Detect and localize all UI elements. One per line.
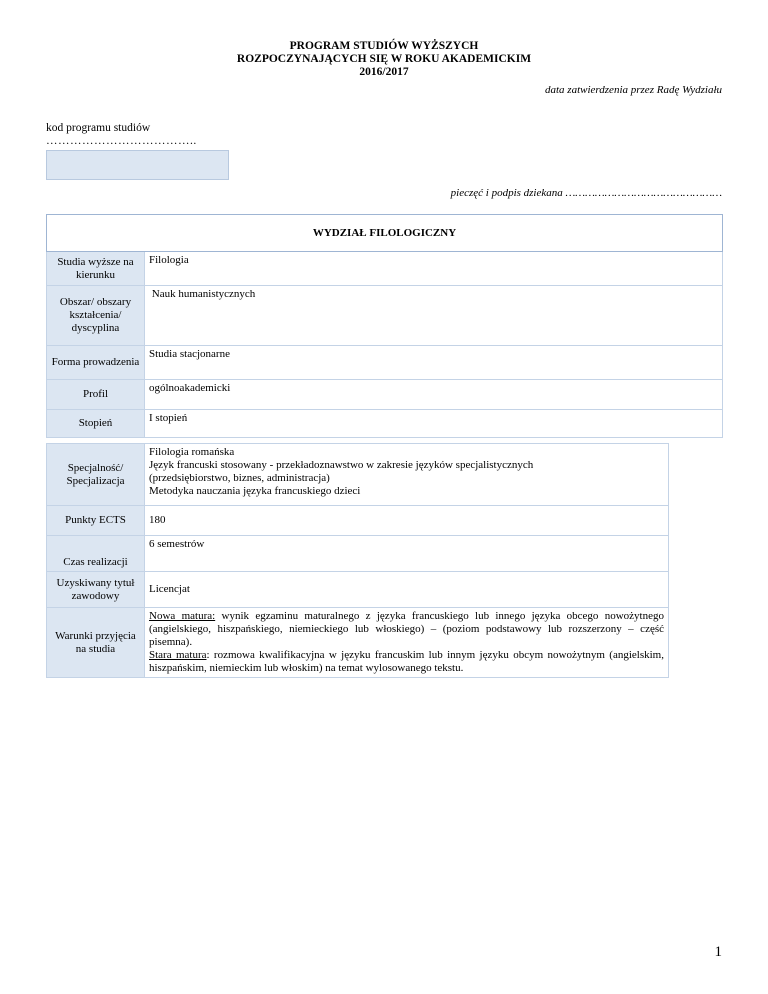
program-details-table	[46, 443, 669, 678]
degree-level-value: I stopień	[145, 410, 723, 438]
program-code-box	[46, 150, 229, 180]
title-line-3: 2016/2017	[359, 66, 409, 78]
area-value: Nauk humanistycznych	[145, 286, 723, 346]
specialization-line: Metodyka nauczania języka francuskiego dzieci	[149, 485, 361, 497]
ects-label: Punkty ECTS	[47, 506, 145, 536]
dean-signature-line: pieczęć i podpis dziekana …………………………………………	[450, 187, 722, 199]
title-line-1: PROGRAM STUDIÓW WYŻSZYCH	[289, 40, 479, 52]
admission-label: Warunki przyjęcia na studia	[47, 608, 145, 678]
page-number: 1	[714, 944, 722, 960]
form-label: Forma prowadzenia	[47, 346, 145, 380]
new-matura-text: wynik egzaminu maturalnego z języka francuskiego lub innego języka obcego nowożytnego (angielskiego, hiszpańskiego, niemieckiego lub włoskiego) – (poziom podstawowy lub rozszerzony – część pisemna).	[149, 610, 664, 648]
ects-value: 180	[145, 506, 669, 536]
area-label: Obszar/ obszary kształcenia/ dyscyplina	[47, 286, 145, 346]
profile-value: ogólnoakademicki	[145, 380, 723, 410]
form-value: Studia stacjonarne	[145, 346, 723, 380]
specialization-line: Język francuski stosowany - przekładoznawstwo w zakresie języków specjalistycznych	[149, 459, 534, 471]
field-of-study-label: Studia wyższe na kierunku	[47, 252, 145, 286]
program-code-label: kod programu studiów	[46, 122, 151, 134]
field-of-study-value: Filologia	[145, 252, 723, 286]
specialization-value	[145, 444, 669, 506]
duration-value: 6 semestrów	[145, 536, 669, 572]
program-code-field: ………………………………..	[46, 135, 197, 147]
degree-title-label: Uzyskiwany tytuł zawodowy	[47, 572, 145, 608]
approval-date-label: data zatwierdzenia przez Radę Wydziału	[544, 84, 722, 96]
old-matura-label: Stara matura	[149, 649, 207, 661]
title-line-2: ROZPOCZYNAJĄCYCH SIĘ W ROKU AKADEMICKIM	[236, 53, 532, 65]
admission-value	[145, 608, 669, 678]
faculty-table	[46, 214, 723, 438]
duration-label: Czas realizacji	[47, 536, 145, 572]
faculty-title: WYDZIAŁ FILOLOGICZNY	[47, 215, 723, 252]
degree-level-label: Stopień	[47, 410, 145, 438]
specialization-label: Specjalność/ Specjalizacja	[47, 444, 145, 506]
degree-title-value: Licencjat	[145, 572, 669, 608]
old-matura-text: : rozmowa kwalifikacyjna w języku francuskim lub innym języku obcym nowożytnym (angielskim, hiszpańskim, niemieckim lub włoskim) na temat wylosowanego tekstu.	[149, 649, 664, 674]
profile-label: Profil	[47, 380, 145, 410]
specialization-line: Filologia romańska	[149, 446, 235, 458]
specialization-line: (przedsiębiorstwo, biznes, administracja)	[149, 472, 330, 484]
new-matura-label: Nowa matura:	[149, 610, 216, 622]
